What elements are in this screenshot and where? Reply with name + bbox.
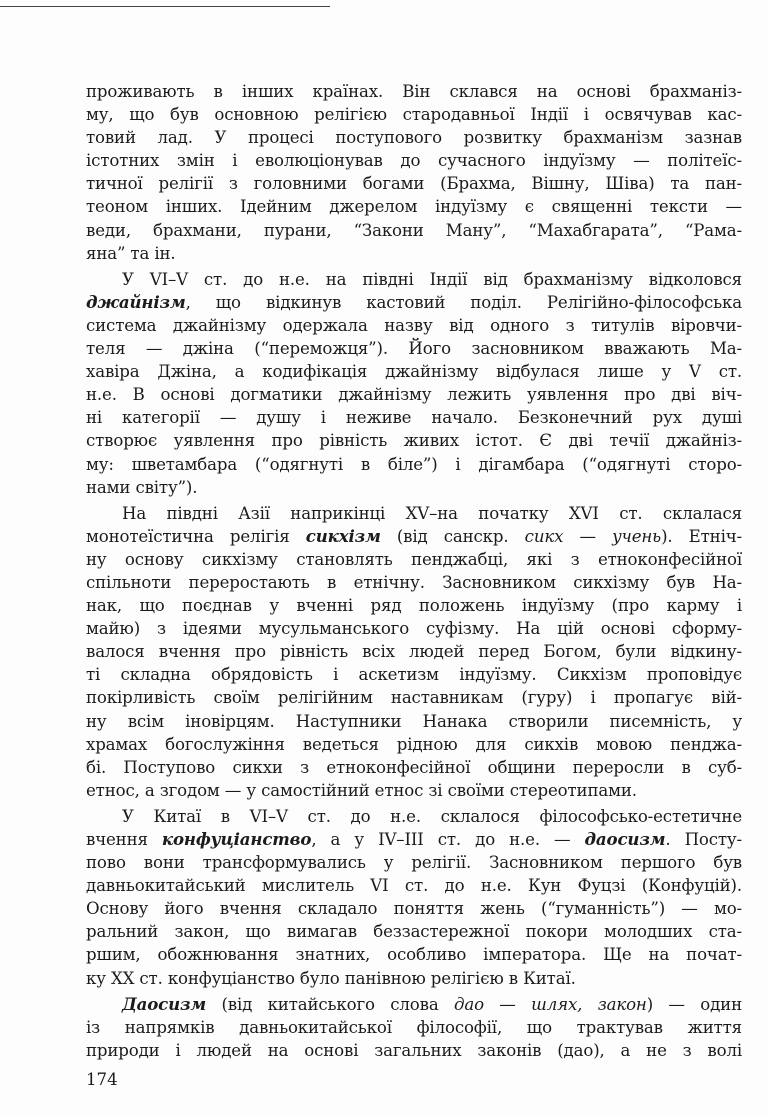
text-line — [86, 242, 742, 265]
text-line — [86, 663, 742, 686]
text-line — [86, 967, 742, 990]
text-segment: із напрямків давньокитайської філософії, що трактував життя — [86, 1017, 742, 1037]
text-segment: проживають в інших країнах. Він склався на основі брахманіз- — [86, 82, 742, 101]
text-segment: етнос, а згодом — у самостійний етнос зі своїми стереотипами. — [86, 780, 637, 800]
text-line — [86, 756, 742, 779]
text-segment: істотних змін і еволюціонував до сучасного індуїзму — політеїс- — [86, 151, 742, 171]
text-line — [86, 195, 742, 218]
text-line — [86, 126, 742, 149]
text-segment: храмах богослужіння ведеться рідною для сикхів мовою пенджа- — [86, 734, 742, 754]
text-line — [86, 337, 742, 360]
text-line — [86, 943, 742, 966]
text-line — [86, 314, 742, 337]
text-line — [86, 149, 742, 172]
text-line — [86, 779, 742, 802]
page-number: 174 — [86, 1070, 118, 1089]
text-segment: створює уявлення про рівність живих істот. Є дві течії джайніз- — [86, 431, 742, 451]
emphasis-term: джайнізм — [86, 291, 186, 312]
text-line — [86, 80, 742, 103]
text-segment: теоном інших. Ідейним джерелом індуїзму є священні тексти — — [86, 197, 742, 217]
text-line — [86, 851, 742, 874]
text-line — [86, 291, 742, 314]
text-segment: ну всім іновірцям. Наступники Нанака створили писемність, у — [86, 711, 742, 731]
text-segment: н.е. В основі догматики джайнізму лежить уявлення про дві віч- — [86, 385, 742, 405]
text-line — [86, 805, 742, 828]
emphasis-term: Даосизм — [122, 993, 207, 1014]
text-line — [86, 617, 742, 640]
text-segment: система джайнізму одержала назву від одного з титулів віровчи- — [86, 315, 742, 335]
body-text — [86, 80, 742, 1062]
text-segment: ) — один — [646, 994, 742, 1014]
text-segment: У Китаї в VI–V ст. до н.е. склалося філософсько-естетичне — [122, 806, 742, 826]
text-segment: ті складна обрядовість і аскетизм індуїзму. Сикхізм проповідує — [86, 665, 742, 685]
text-segment: ральний закон, що вимагав беззастережної покори молодших ста- — [86, 922, 742, 942]
text-segment: майю) з ідеями мусульманського суфізму. На цій основі сформу- — [86, 619, 742, 639]
text-segment: , а у IV–III ст. до н.е. — — [311, 830, 585, 849]
text-line — [86, 476, 742, 499]
emphasis-term: сикх — учень — [524, 526, 662, 546]
text-line — [86, 1016, 742, 1039]
text-line — [86, 429, 742, 452]
text-segment: вчення — [86, 830, 162, 849]
text-segment: давньокитайський мислитель VI ст. до н.е. Кун Фуцзі (Конфуцій). — [86, 876, 742, 896]
emphasis-term: дао — шлях, закон — [453, 994, 647, 1014]
text-segment: ршим, обожнювання знатних, особливо імператора. Ще на почат- — [86, 945, 742, 965]
text-line — [86, 920, 742, 943]
text-segment: спільноти переростають в етнічну. Засновником сикхізму був На- — [86, 572, 742, 592]
text-segment: ку XX ст. конфуціанство було панівною релігією в Китаї. — [86, 968, 576, 988]
text-segment: , що відкинув кастовий поділ. Релігійно-філософська — [185, 292, 742, 312]
text-line — [86, 525, 742, 548]
text-line — [86, 268, 742, 291]
text-segment: Основу його вчення складало поняття жень (“гуманність”) — мо- — [86, 899, 742, 919]
text-segment: валося вчення про рівність всіх людей перед Богом, були відкину- — [86, 642, 742, 662]
text-line — [86, 571, 742, 594]
text-segment: На півдні Азії наприкінці XV–на початку XVI ст. склалася — [122, 503, 742, 523]
text-segment: хавіра Джіна, а кодифікація джайнізму відбулася лише у V ст. — [86, 362, 742, 382]
text-line — [86, 640, 742, 663]
text-line — [86, 406, 742, 429]
text-segment: природи і людей на основі загальних законів (дао), а не з волі — [86, 1040, 742, 1060]
text-line — [86, 733, 742, 756]
text-line — [86, 219, 742, 242]
text-line — [86, 383, 742, 406]
text-line — [86, 686, 742, 709]
text-segment: ні категорії — душу і неживе начало. Безконечний рух душі — [86, 408, 742, 428]
text-segment: (від китайського слова — [206, 994, 454, 1014]
text-line — [86, 993, 742, 1016]
text-line — [86, 710, 742, 733]
text-segment: яна” та ін. — [86, 243, 176, 263]
text-segment: ну основу сикхізму становлять пенджабці, які з етноконфесійної — [86, 549, 742, 569]
text-line — [86, 360, 742, 383]
text-segment: нами світу”). — [86, 477, 198, 497]
emphasis-term: сикхізм — [305, 525, 381, 546]
text-line — [86, 502, 742, 525]
text-segment: монотеїстична релігія — [86, 526, 306, 546]
text-line — [86, 874, 742, 897]
text-segment: веди, брахмани, пурани, “Закони Ману”, “Махабгарата”, “Рама- — [86, 220, 742, 240]
emphasis-term: даосизм — [584, 829, 666, 849]
text-segment: У VI–V ст. до н.е. на півдні Індії від брахманізму відколовся — [122, 269, 742, 289]
text-line — [86, 103, 742, 126]
emphasis-term: конфуціанство — [161, 829, 312, 849]
text-line — [86, 594, 742, 617]
text-line — [86, 1039, 742, 1062]
text-segment: покірливість своїм релігійним наставникам (гуру) і пропагує вій- — [86, 688, 742, 708]
text-segment: нак, що поєднав у вченні ряд положень індуїзму (про карму і — [86, 596, 742, 616]
text-line — [86, 897, 742, 920]
text-segment: теля — джіна (“переможця”). Його засновником вважають Ма- — [86, 339, 742, 359]
text-segment: му, що був основною релігією стародавньої Індії і освячував кас- — [86, 105, 742, 125]
text-segment: (від санскр. — [380, 526, 525, 546]
text-line — [86, 548, 742, 571]
text-segment: товий лад. У процесі поступового розвитку брахманізм зазнав — [86, 128, 742, 148]
text-segment: бі. Поступово сикхи з етноконфесійної общини переросли в суб- — [86, 757, 742, 777]
text-line — [86, 453, 742, 476]
text-segment: ). Етніч- — [661, 526, 743, 546]
text-segment: му: шветамбара (“одягнуті в біле”) і дігамбара (“одягнуті сторо- — [86, 454, 742, 474]
text-line — [86, 828, 742, 851]
text-segment: тичної релігії з головними богами (Брахма, Вішну, Шіва) та пан- — [86, 174, 742, 194]
text-segment: . Посту- — [665, 830, 742, 849]
text-line — [86, 172, 742, 195]
top-rule — [0, 6, 330, 7]
text-segment: пово вони трансформувались у релігії. Засновником першого був — [86, 853, 742, 873]
